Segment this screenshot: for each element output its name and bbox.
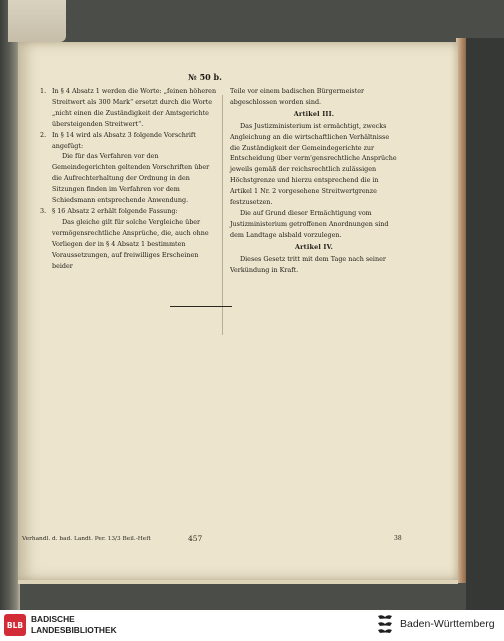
continuation-text: Teile vor einem badischen Bürgermeister abgeschlossen worden sind.: [230, 87, 365, 106]
end-rule: [170, 306, 232, 307]
library-name-line1: BADISCHE: [31, 614, 75, 624]
article-heading: Artikel IV.: [294, 242, 334, 251]
item-number: 2.: [40, 130, 47, 139]
item-text: § 16 Absatz 2 erhält folgende Fassung:: [52, 206, 178, 215]
baden-wuerttemberg-lions-icon: [375, 613, 395, 637]
book-cover-corner: [8, 0, 66, 42]
state-name[interactable]: Baden-Württemberg: [400, 618, 495, 630]
list-item: [40, 206, 218, 271]
item-body: Die für das Verfahren vor den Gemeindegerichten geltenden Vorschriften über die Aufrechterhaltung der Ordnung in den Sitzungen finden im Verfahren vor dem Schiedsmann entsprechende Anwendung.: [52, 152, 210, 205]
item-number: 3.: [40, 206, 47, 215]
item-text: In § 14 wird als Absatz 3 folgende Vorschrift angefügt:: [52, 130, 196, 150]
article-paragraph: Die auf Grund dieser Ermächtigung vom Justizministerium getroffenen Anordnungen sind dem Landtage alsbald vorzulegen.: [230, 208, 389, 239]
document-number: № 50 b.: [188, 72, 222, 82]
sheet-number: 38: [394, 535, 402, 542]
page-number: 457: [188, 534, 203, 543]
library-name-line2: LANDESBIBLIOTHEK: [31, 624, 117, 635]
article-paragraph: Dieses Gesetz tritt mit dem Tage nach seiner Verkündung in Kraft.: [230, 254, 386, 274]
item-number: 1.: [40, 87, 47, 95]
item-text: In § 4 Absatz 1 werden die Worte: „feinen höheren Streitwert als 300 Mark“ ersetzt durch die Worte „nicht einen die Zuständigkeit der Amtsgerichte übersteigenden Streitwert“.: [52, 87, 217, 128]
article-heading: Artikel III.: [293, 109, 335, 118]
list-item: [40, 86, 218, 130]
book-cover-edge: [0, 0, 20, 610]
item-body: Das gleiche gilt für solche Vergleiche über vermögensrechtliche Ansprüche, die, auch ohne Vorliegen der in § 4 Absatz 1 bestimmten Voraussetzungen, auf freiwilliges Erscheinen beider: [52, 217, 209, 270]
left-column: [40, 86, 218, 271]
right-column: [230, 86, 398, 275]
list-item: [40, 130, 218, 206]
article-paragraph: Das Justizministerium ist ermächtigt, zwecks Angleichung an die wirtschaftlichen Verhältnisse die Zuständigkeit der Gemeindegerichte zur Entscheidung über verm'gensrechtliche Ansprüche jeweils gemäß der reichsrechtlich zulässigen Höchstgrenze und hierzu entsprechend die in Artikel 1 Nr. 2 vorgesehene Streitwertgrenze festzusetzen.: [230, 121, 397, 207]
footer-reference: Verhandl. d. bad. Landt. Per. 13/3 Beil.-Heft: [22, 536, 151, 542]
library-name[interactable]: [31, 614, 117, 635]
column-divider: [222, 95, 223, 335]
blb-logo[interactable]: [4, 614, 26, 636]
blb-logo-text: BLB: [6, 620, 24, 630]
scan-margin-right: [466, 38, 504, 610]
